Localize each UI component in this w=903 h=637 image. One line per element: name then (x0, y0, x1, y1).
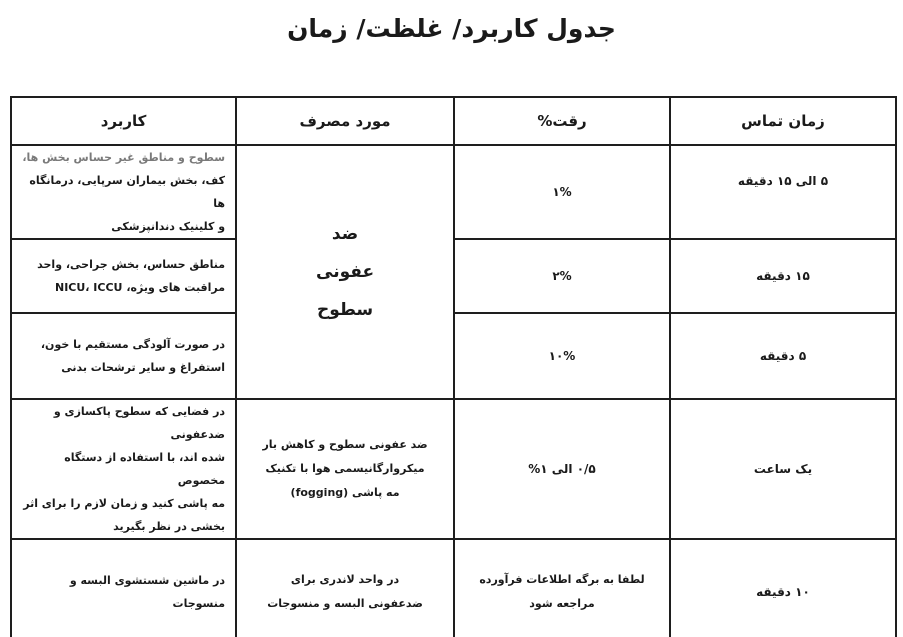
application-line: شده اند، با استفاده از دستگاه مخصوص (64, 451, 226, 487)
application-cell (11, 313, 236, 399)
consumption-line: مه پاشی (fogging) (290, 486, 400, 499)
concentration-cell (454, 539, 670, 637)
contact-time-cell: ۱۵ دقیقه (670, 239, 896, 313)
consumption-cell (236, 399, 454, 539)
application-line: مراقبت های ویژه، NICU، ICCU (55, 281, 226, 294)
table-row (11, 239, 896, 313)
table-row (11, 313, 896, 399)
usage-table (10, 96, 897, 637)
merged-consumption-cell (236, 145, 454, 399)
contact-time-cell: ۵ الی ۱۵ دقیقه (670, 145, 896, 239)
concentration-cell: ۲% (454, 239, 670, 313)
consumption-line: ضد (331, 224, 359, 244)
contact-time-cell: یک ساعت (670, 399, 896, 539)
consumption-line: ضدعفونی البسه و منسوجات (267, 597, 423, 610)
consumption-line: سطوح (316, 300, 374, 320)
application-cell (11, 239, 236, 313)
application-cell (11, 399, 236, 539)
header-concentration: رقت% (454, 97, 670, 145)
application-line: مناطق حساس، بخش جراحی، واحد (37, 258, 226, 271)
header-consumption: مورد مصرف (236, 97, 454, 145)
consumption-cell (236, 539, 454, 637)
consumption-line: میکروارگانیسمی هوا با تکنیک (265, 462, 425, 475)
concentration-cell: ۰/۵ الی ۱% (454, 399, 670, 539)
application-cell (11, 539, 236, 637)
page-title: جدول کاربرد/ غلظت/ زمان (287, 14, 616, 43)
concentration-line: مراجعه شود (529, 597, 595, 610)
application-line: در ماشین شستشوی البسه و منسوجات (69, 574, 226, 610)
application-line: در فضایی که سطوح پاکسازی و ضدعفونی (53, 405, 226, 441)
application-line: سطوح و مناطق غیر حساس بخش ها، (22, 151, 226, 164)
application-cell (11, 145, 236, 239)
contact-time-cell: ۵ دقیقه (670, 313, 896, 399)
header-application: کاربرد (11, 97, 236, 145)
consumption-line: ضد عفونی سطوح و کاهش بار (262, 438, 428, 451)
table-row (11, 145, 896, 239)
application-line: کف، بخش بیماران سرپایی، درمانگاه ها (29, 174, 226, 210)
application-line: در صورت آلودگی مستقیم با خون، (40, 338, 226, 351)
concentration-cell: ۱% (454, 145, 670, 239)
application-line: مه پاشی کنید و زمان لازم را برای اثر (23, 497, 226, 510)
concentration-cell: ۱۰% (454, 313, 670, 399)
table-row (11, 399, 896, 539)
consumption-line: در واحد لاندری برای (290, 573, 400, 586)
application-line: و کلینیک دندانپزشکی (111, 220, 226, 233)
concentration-line: لطفا به برگه اطلاعات فرآورده (479, 573, 645, 586)
application-line: بخشی در نظر بگیرید (113, 520, 226, 533)
header-contact-time: زمان تماس (670, 97, 896, 145)
table-header-row (11, 97, 896, 145)
application-line: استفراغ و سایر ترشحات بدنی (61, 361, 226, 374)
contact-time-cell: ۱۰ دقیقه (670, 539, 896, 637)
consumption-line: عفونی (316, 262, 375, 282)
table-row (11, 539, 896, 637)
